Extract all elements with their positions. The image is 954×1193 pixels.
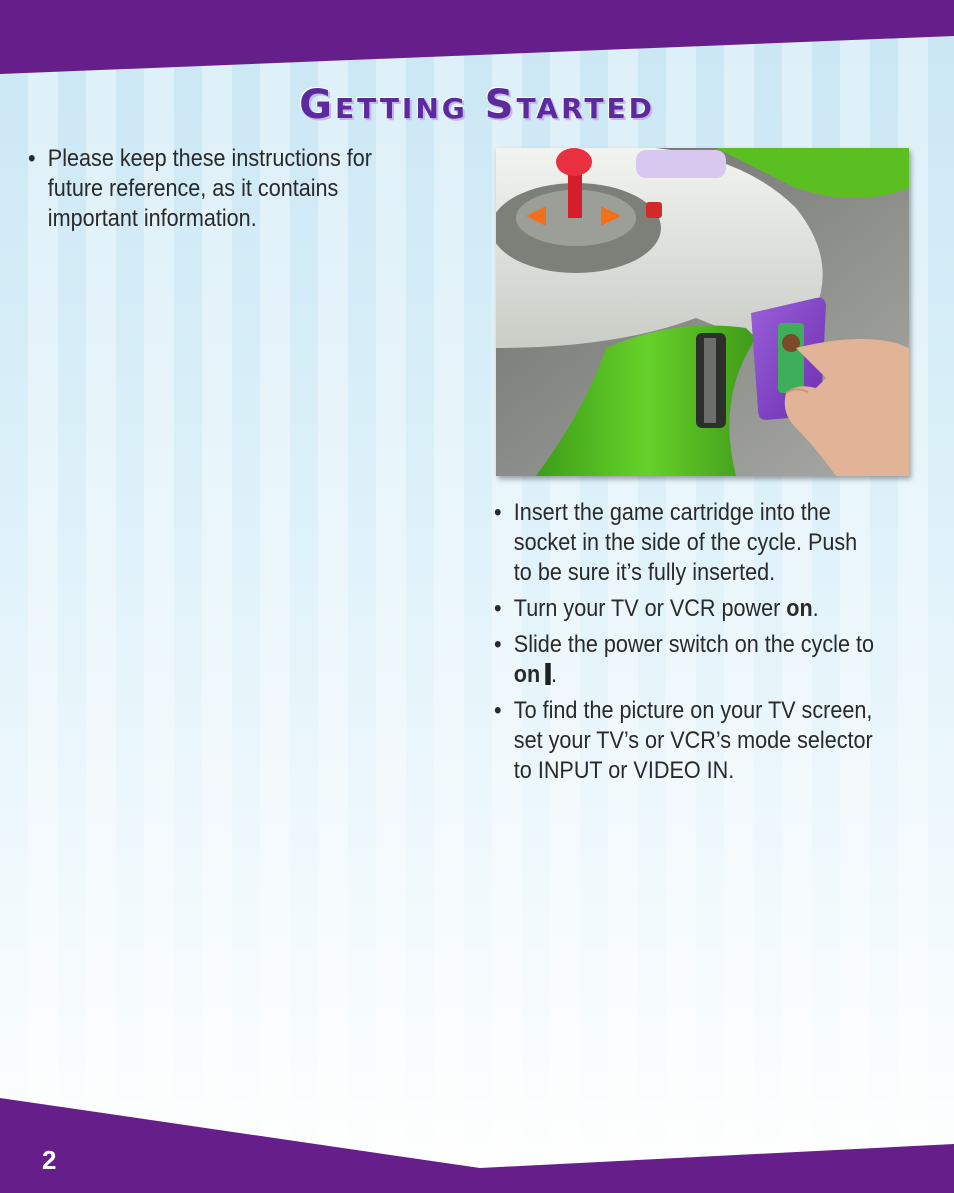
page-number: 2 <box>42 1145 57 1175</box>
list-item <box>494 630 881 690</box>
page-title: Getting Started <box>299 82 655 128</box>
list-item: • Insert the game cartridge into the socket in the side of the cycle. Push to be sure it’s fully inserted. <box>494 498 881 588</box>
power-on-label: on <box>786 595 813 622</box>
list-item-text: Slide the power switch on the cycle to <box>513 631 874 658</box>
photo-illustration <box>496 148 909 476</box>
list-item-text: Turn your TV or VCR power <box>513 595 787 622</box>
left-column <box>28 144 428 240</box>
list-item: • Please keep these instructions for future reference, as it contains important information. <box>28 144 388 234</box>
bottom-banner <box>0 1098 954 1193</box>
list-item: • To find the picture on your TV screen, set your TV’s or VCR’s mode selector to INPUT or VIDEO IN. <box>494 696 881 786</box>
right-column <box>494 498 924 792</box>
left-bullet-list <box>28 144 428 234</box>
top-banner <box>0 0 954 80</box>
list-item-punct: . <box>812 595 819 622</box>
list-item-punct: . <box>550 661 557 688</box>
switch-on-label: on <box>513 661 541 688</box>
right-bullet-list <box>494 498 924 786</box>
list-item <box>494 594 881 624</box>
cartridge-insert-photo <box>496 148 909 476</box>
